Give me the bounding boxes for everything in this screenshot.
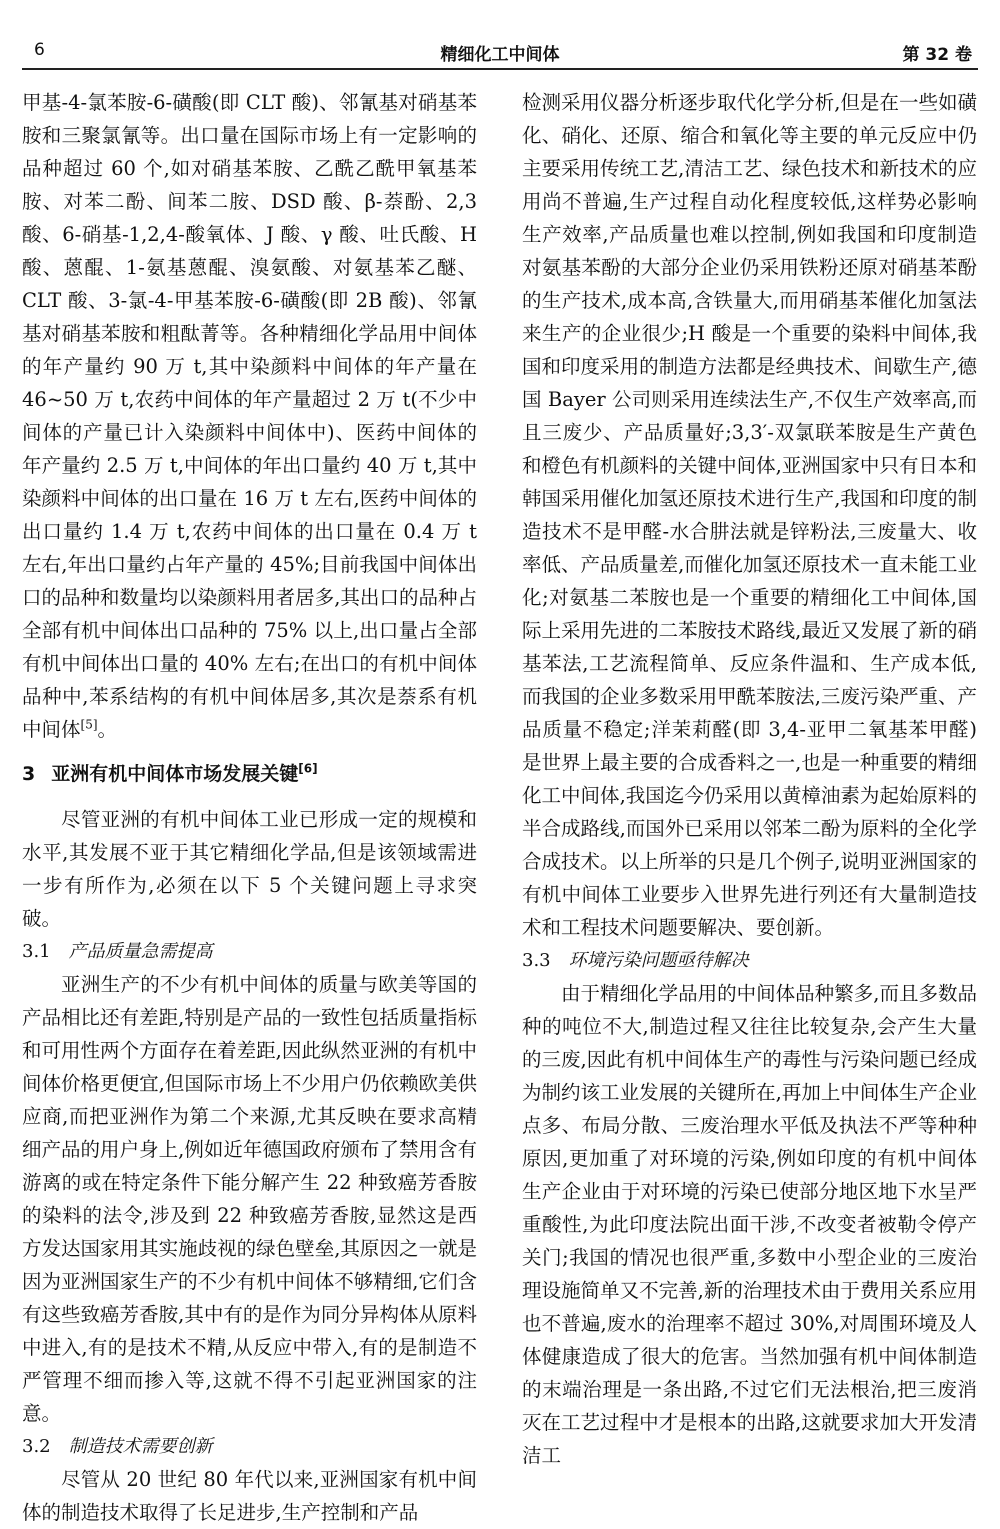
paragraph-text: 甲基-4-氯苯胺-6-磺酸(即 CLT 酸)、邻氰基对硝基苯胺和三聚氯氰等。出口量在国际市场上有一定影响的品种超过 60 个,如对硝基苯胺、乙酰乙酰甲氧基苯胺、对苯二酚、间苯二胺、DSD 酸、β-萘酚、2,3 酸、6-硝基-1,2,4-酸氧体、J 酸、γ 酸、吐氏酸、H 酸、蒽醌、1-氨基蒽醌、溴氨酸、对氨基苯乙醚、CLT 酸、3-氯-4-甲基苯胺-6-磺酸(即 2B 酸)、邻氰基对硝基苯胺和粗酞菁等。各种精细化学品用中间体的年产量约 90 万 t,其中染颜料中间体的年产量在 46~50 万 t,农药中间体的年产量超过 2 万 t(不少中间体的产量已计入染颜料中间体中)、医药中间体的年产量约 2.5 万 t,中间体的年出口量约 40 万 t,其中染颜料中间体的出口量在 16 万 t 左右,医药中间体的出口量约 1.4 万 t,农药中间体的出口量在 0.4 万 t 左右,年出口量约占年产量的 45%;目前我国中间体出口的品种和数量均以染颜料用者居多,其出口的品种占全部有机中间体出口品种的 75% 以上,出口量占全部有机中间体出口量的 40% 左右;在出口的有机中间体品种中,苯系结构的有机中间体居多,其次是萘系有机中间体 — [22, 91, 477, 741]
paragraph: 由于精细化学品用的中间体品种繁多,而且多数品种的吨位不大,制造过程又往往比较复杂,会产生大量的三废,因此有机中间体生产的毒性与污染问题已经成为制约该工业发展的关键所在,再加上中间体生产企业点多、布局分散、三废治理水平低及执法不严等种种原因,更加重了对环境的污染,例如印度的有机中间体生产企业由于对环境的污染已使部分地区地下水呈严重酸性,为此印度法院出面干涉,不改变者被勒令停产关门;我国的情况也很严重,多数中小型企业的三废治理设施简单又不完善,新的治理技术由于费用关系应用也不普遍,废水的治理率不超过 30%,对周围环境及人体健康造成了很大的危害。当然加强有机中间体制造的末端治理是一条出路,不过它们无法根治,把三废消灭在工艺过程中才是根本的出路,这就要求加大开发清洁工 — [522, 982, 977, 1467]
section-heading — [22, 758, 477, 791]
volume-label: 第 32 卷 — [902, 45, 972, 65]
left-column — [22, 86, 477, 1529]
subsection-title: 产品质量急需提高 — [68, 941, 213, 962]
page-header — [22, 34, 978, 70]
citation-ref: [5] — [80, 717, 98, 732]
paragraph: 亚洲生产的不少有机中间体的质量与欧美等国的产品相比还有差距,特别是产品的一致性包括质量指标和可用性两个方面存在着差距,因此纵然亚洲的有机中间体价格更便宜,但国际市场上不少用户仍依赖欧美供应商,而把亚洲作为第二个来源,尤其反映在要求高精细产品的用户身上,例如近年德国政府颁布了禁用含有游离的或在特定条件下能分解产生 22 种致癌芳香胺的染料的法令,涉及到 22 种致癌芳香胺,显然这是西方发达国家用其实施歧视的绿色壁垒,其原因之一就是因为亚洲国家生产的不少有机中间体不够精细,它们含有这些致癌芳香胺,其中有的是作为同分异构体从原料中进入,有的是技术不精,从反应中带入,有的是制造不严管理不细而掺入等,这就不得不引起亚洲国家的注意。 — [22, 973, 477, 1425]
subsection-title: 制造技术需要创新 — [68, 1436, 213, 1457]
paragraph: 检测采用仪器分析逐步取代化学分析,但是在一些如磺化、硝化、还原、缩合和氧化等主要的单元反应中仍主要采用传统工艺,清洁工艺、绿色技术和新技术的应用尚不普遍,生产过程自动化程度较低,这样势必影响生产效率,产品质量也难以控制,例如我国和印度制造对氨基苯酚的大部分企业仍采用铁粉还原对硝基苯酚的生产技术,成本高,含铁量大,而用硝基苯催化加氢法来生产的企业很少;H 酸是一个重要的染料中间体,我国和印度采用的制造方法都是经典技术、间歇生产,德国 Bayer 公司则采用连续法生产,不仅生产效率高,而且三废少、产品质量好;3,3′-双氯联苯胺是生产黄色和橙色有机颜料的关键中间体,亚洲国家中只有日本和韩国采用催化加氢还原技术进行生产,我国和印度的制造技术不是甲醛-水合肼法就是锌粉法,三废量大、收率低、产品质量差,而催化加氢还原技术一直未能工业化;对氨基二苯胺也是一个重要的精细化工中间体,国际上采用先进的二苯胺技术路线,最近又发展了新的硝基苯法,工艺流程简单、反应条件温和、生产成本低,而我国的企业多数采用甲酰苯胺法,三废污染严重、产品质量不稳定;洋茉莉醛(即 3,4-亚甲二氧基苯甲醛)是世界上最主要的合成香料之一,也是一种重要的精细化工中间体,我国迄今仍采用以黄樟油素为起始原料的半合成路线,而国外已采用以邻苯二酚为原料的全化学合成技术。以上所举的只是几个例子,说明亚洲国家的有机中间体工业要步入世界先进行列还有大量制造技术和工程技术问题要解决、要创新。 — [522, 91, 977, 939]
paragraph — [22, 86, 477, 746]
subsection-heading — [22, 1430, 477, 1463]
page-number: 6 — [34, 40, 45, 60]
citation-ref: [6] — [298, 761, 318, 776]
right-column — [522, 86, 977, 1472]
paragraph: 尽管亚洲的有机中间体工业已形成一定的规模和水平,其发展不亚于其它精细化学品,但是该领域需进一步有所作为,必须在以下 5 个关键问题上寻求突破。 — [22, 808, 477, 930]
section-title: 亚洲有机中间体市场发展关键 — [51, 763, 299, 785]
subsection-heading — [522, 944, 977, 977]
subsection-title: 环境污染问题亟待解决 — [568, 950, 749, 971]
subsection-number: 3.1 — [22, 941, 51, 962]
journal-title: 精细化工中间体 — [440, 45, 560, 65]
paragraph: 尽管从 20 世纪 80 年代以来,亚洲国家有机中间体的制造技术取得了长足进步,生产控制和产品 — [22, 1468, 477, 1524]
subsection-heading — [22, 935, 477, 968]
paragraph-end: 。 — [97, 718, 118, 741]
subsection-number: 3.3 — [522, 950, 551, 971]
subsection-number: 3.2 — [22, 1436, 51, 1457]
section-number: 3 — [22, 763, 36, 785]
